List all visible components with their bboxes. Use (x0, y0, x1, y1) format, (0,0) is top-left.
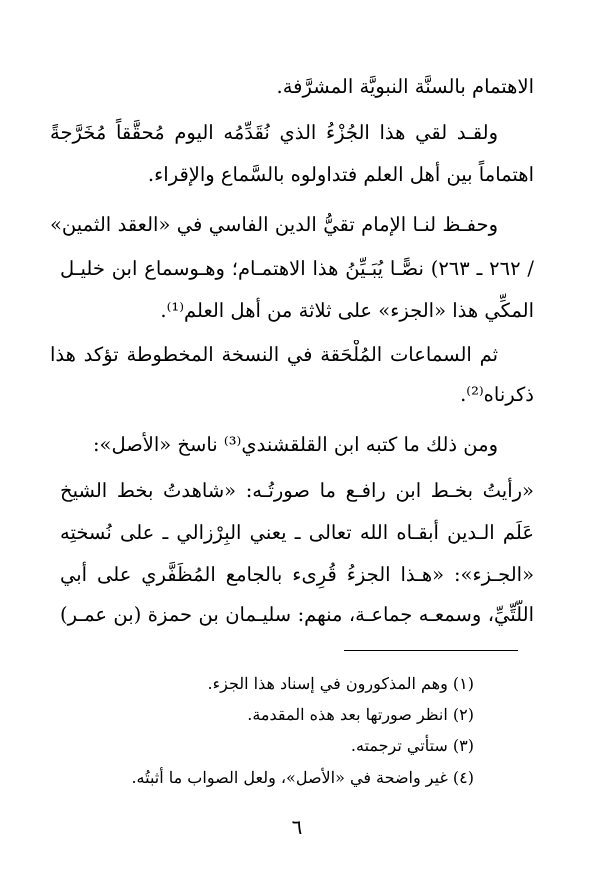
body-line-1: الاهتمام بالسنَّة النبويَّة المشرَّفة. (276, 75, 534, 98)
body-line-5: / ٢٦٢ ـ ٢٦٣) نصًّـا يُبَـيِّنُ هذا الاهتمـام؛ وهـوسماع ابن خليـل (60, 257, 534, 280)
body-line-7: ثم السماعات المُلْحَقة في النسخة المخطوطة تؤكد هذا (50, 343, 498, 366)
body-line-6: المكِّي هذا «الجزء» على ثلاثة من أهل العلم⁽¹⁾. (160, 299, 534, 322)
footnote-2: (٢) انظر صورتها بعد هذه المقدمة. (247, 705, 474, 724)
body-line-3: اهتماماً بين أهل العلم فتداولوه بالسَّماع والإقراء. (147, 163, 534, 186)
body-line-10: «رأيتُ بخـط ابن رافـع ما صورتُـه: «شاهدتُ بخط الشيخ (60, 479, 534, 502)
body-line-12: «الجـزء»: «هـذا الجزءُ قُرِىء بالجامع المُظَفَّري على أبي (60, 563, 534, 586)
footnote-4: (٤) غير واضحة في «الأصل»، ولعل الصواب ما أثبتُه. (131, 768, 474, 787)
footnote-1: (١) وهم المذكورون في إسناد هذا الجزء. (207, 674, 474, 693)
body-line-2: ولقـد لقي هذا الجُزْءُ الذي نُقَدِّمُه اليوم مُحقَّقاً مُخَرَّجةً (50, 121, 498, 144)
body-line-11: عَلَم الـدين أبقـاه الله تعالى ـ يعني البِرْزالي ـ على نُسختِه (60, 521, 534, 544)
body-line-13: اللَّتِّيِّ، وسمعـه جماعـة، منهم: سليـمان بن حمزة (بن عمـر) (60, 603, 534, 626)
footnote-3: (٣) ستأتي ترجمته. (350, 736, 474, 755)
body-line-8: ذكرناه⁽²⁾. (460, 383, 534, 406)
body-line-4: وحفـظ لنـا الإمام تقيُّ الدين الفاسي في «العقد الثمين» (50, 213, 498, 236)
footnote-separator (344, 650, 518, 651)
body-line-9: ومن ذلك ما كتبه ابن القلقشندي⁽³⁾ ناسخ «الأصل»: (92, 433, 498, 456)
page-number: ٦ (291, 815, 303, 839)
